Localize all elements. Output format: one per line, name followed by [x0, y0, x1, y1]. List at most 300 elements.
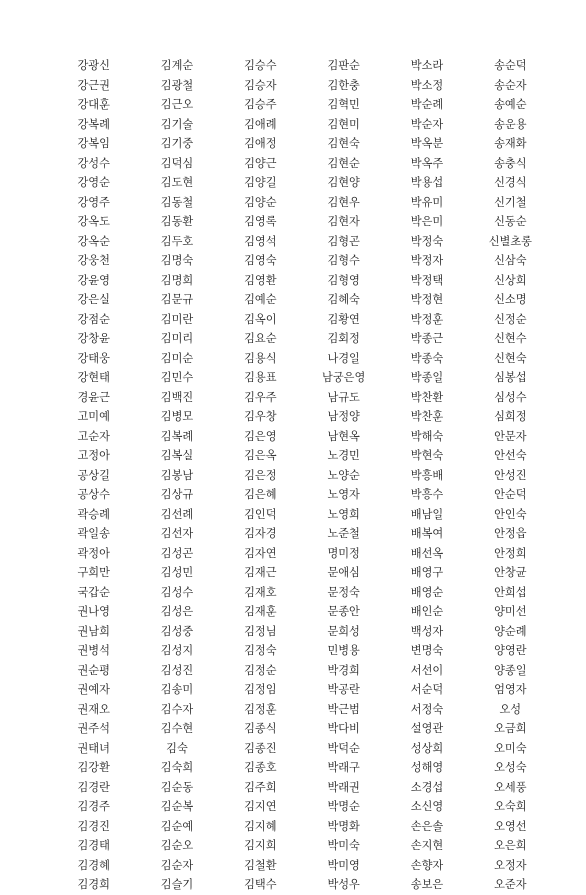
name-cell: 김재호 [244, 585, 277, 599]
name-cell: 박미영 [327, 858, 360, 872]
name-cell: 성상희 [410, 741, 444, 755]
name-cell: 김현미 [327, 117, 360, 131]
name-cell: 배영구 [410, 566, 444, 579]
name-row [52, 407, 552, 427]
name-cell: 신현숙 [494, 351, 527, 365]
name-cell: 김광철 [160, 78, 194, 92]
name-cell: 김경희 [77, 878, 110, 891]
name-cell: 문희성 [327, 624, 360, 638]
name-list-body [52, 56, 552, 895]
name-cell: 김자경 [244, 527, 277, 540]
name-cell: 김현순 [327, 156, 360, 170]
name-cell: 김성진 [160, 663, 194, 677]
name-cell: 오성 [499, 702, 522, 716]
name-cell: 권주석 [77, 722, 110, 735]
name-cell: 박찬환 [410, 390, 444, 404]
name-cell: 백성자 [410, 624, 444, 638]
name-cell: 김미순 [160, 351, 194, 365]
name-cell: 김경진 [77, 819, 110, 833]
name-cell: 노영자 [327, 488, 360, 501]
name-cell: 박래구 [327, 761, 360, 774]
name-row [52, 115, 552, 135]
name-cell: 김양길 [244, 176, 277, 189]
name-cell: 김민수 [160, 371, 194, 384]
name-cell: 박정택 [410, 273, 444, 287]
name-cell: 강대훈 [77, 98, 110, 111]
name-cell: 강웅천 [77, 254, 110, 267]
name-cell: 박종일 [410, 371, 444, 384]
name-cell: 박해숙 [410, 429, 444, 443]
name-cell: 노영희 [327, 507, 360, 521]
name-cell: 박경희 [327, 663, 360, 677]
name-cell: 김선자 [160, 527, 194, 540]
name-cell: 엄영자 [494, 683, 527, 696]
name-cell: 남규도 [327, 390, 360, 404]
name-cell: 김정숙 [244, 644, 277, 657]
name-cell: 김주희 [244, 780, 277, 794]
name-cell: 공상수 [77, 488, 110, 501]
name-cell: 김덕심 [160, 156, 194, 170]
name-cell: 김예순 [244, 293, 277, 306]
name-cell: 곽정아 [77, 546, 110, 560]
name-cell: 남궁은영 [322, 371, 366, 384]
name-cell: 설영관 [410, 722, 444, 735]
name-cell: 김판순 [327, 59, 360, 72]
name-row [52, 95, 552, 115]
name-cell: 노준철 [327, 527, 360, 540]
name-cell: 김기중 [160, 137, 194, 150]
name-row [52, 563, 552, 583]
name-cell: 강성수 [77, 156, 110, 170]
name-cell: 김영숙 [244, 254, 277, 267]
name-cell: 송재화 [494, 137, 527, 150]
name-cell: 김혜숙 [327, 293, 360, 306]
name-cell: 변명숙 [410, 644, 444, 657]
name-cell: 박옥분 [410, 137, 444, 150]
name-cell: 김지연 [244, 800, 277, 813]
name-row [52, 173, 552, 193]
name-cell: 강옥순 [77, 234, 110, 248]
name-cell: 양종일 [494, 663, 527, 677]
name-cell: 안문자 [494, 429, 527, 443]
name-row [52, 719, 552, 739]
name-cell: 김기술 [160, 117, 194, 131]
name-cell: 김애례 [244, 117, 277, 131]
name-cell: 김정순 [244, 663, 277, 677]
name-cell: 김승수 [244, 59, 277, 72]
name-cell: 배인순 [410, 605, 444, 618]
name-cell: 신상희 [494, 273, 527, 287]
name-cell: 송예순 [494, 98, 527, 111]
name-cell: 박찬훈 [410, 410, 444, 423]
name-row [52, 427, 552, 447]
name-cell: 남현옥 [327, 429, 360, 443]
name-row [52, 388, 552, 408]
name-cell: 권예자 [77, 683, 110, 696]
name-row [52, 700, 552, 720]
name-list-table [52, 56, 552, 895]
name-cell: 김정임 [244, 683, 277, 696]
name-cell: 남정양 [327, 410, 360, 423]
name-row [52, 583, 552, 603]
name-cell: 김복례 [160, 429, 194, 443]
name-cell: 김영환 [244, 273, 277, 287]
name-row [52, 329, 552, 349]
name-cell: 송운용 [494, 117, 527, 131]
name-cell: 강태웅 [77, 351, 110, 365]
name-row [52, 739, 552, 759]
name-cell: 경윤근 [77, 390, 110, 404]
name-cell: 박소라 [410, 59, 444, 72]
name-cell: 신삼숙 [494, 254, 527, 267]
name-cell: 소경섭 [410, 780, 444, 794]
name-cell: 신동순 [494, 215, 527, 228]
name-cell: 문종안 [327, 605, 360, 618]
name-cell: 강복례 [77, 117, 110, 131]
name-cell: 송순자 [494, 78, 527, 92]
name-cell: 김현자 [327, 215, 360, 228]
name-row [52, 193, 552, 213]
name-cell: 김문규 [160, 293, 194, 306]
name-cell: 김송미 [160, 683, 194, 696]
name-cell: 안선숙 [494, 449, 527, 462]
name-cell: 심성수 [494, 390, 527, 404]
name-cell: 권재오 [77, 702, 110, 716]
name-cell: 김양근 [244, 156, 277, 170]
name-cell: 김성지 [160, 644, 194, 657]
name-cell: 강현태 [77, 371, 110, 384]
name-cell: 신현수 [494, 332, 527, 345]
name-cell: 강영주 [77, 195, 110, 209]
name-cell: 김명숙 [160, 254, 194, 267]
name-cell: 박용섭 [410, 176, 444, 189]
name-cell: 김승주 [244, 98, 277, 111]
name-cell: 김영록 [244, 215, 277, 228]
name-cell: 안정읍 [494, 527, 527, 540]
name-cell: 김두호 [160, 234, 194, 248]
name-row [52, 836, 552, 856]
name-cell: 김숙희 [160, 761, 194, 774]
name-cell: 김성중 [160, 624, 194, 638]
name-cell: 오준자 [494, 878, 527, 891]
name-cell: 문애심 [327, 566, 360, 579]
name-row [52, 680, 552, 700]
name-row [52, 544, 552, 564]
name-cell: 김지희 [244, 839, 277, 852]
name-cell: 소신영 [410, 800, 444, 813]
name-row [52, 290, 552, 310]
name-cell: 박정숙 [410, 234, 444, 248]
name-cell: 안성진 [494, 468, 527, 482]
name-cell: 김경주 [77, 800, 110, 813]
name-cell: 김상규 [160, 488, 194, 501]
name-cell: 박근범 [327, 702, 360, 716]
name-cell: 김종식 [244, 722, 277, 735]
name-cell: 김순예 [160, 819, 194, 833]
name-cell: 배남일 [410, 507, 444, 521]
name-cell: 김정훈 [244, 702, 277, 716]
name-cell: 김영석 [244, 234, 277, 248]
name-cell: 김황연 [327, 312, 360, 326]
name-cell: 박성우 [327, 878, 360, 891]
name-cell: 김경란 [77, 780, 110, 794]
name-row [52, 505, 552, 525]
name-cell: 박현숙 [410, 449, 444, 462]
name-cell: 박순자 [410, 117, 444, 131]
name-cell: 김우창 [244, 410, 277, 423]
name-cell: 김미란 [160, 312, 194, 326]
name-cell: 배선옥 [410, 546, 444, 560]
name-cell: 송충식 [494, 156, 527, 170]
name-cell: 서정숙 [410, 702, 444, 716]
name-cell: 오영선 [494, 819, 527, 833]
name-cell: 김수현 [160, 722, 194, 735]
name-row [52, 446, 552, 466]
name-cell: 김계순 [160, 59, 194, 72]
name-row [52, 817, 552, 837]
name-cell: 김형수 [327, 254, 360, 267]
name-cell: 강근권 [77, 78, 110, 92]
name-cell: 신기철 [494, 195, 527, 209]
name-cell: 양순례 [494, 624, 527, 638]
name-cell: 박흥배 [410, 468, 444, 482]
name-cell: 김지혜 [244, 819, 277, 833]
name-row [52, 232, 552, 252]
name-cell: 박다비 [327, 722, 360, 735]
name-row [52, 466, 552, 486]
name-cell: 박래권 [327, 780, 360, 794]
name-row [52, 622, 552, 642]
name-cell: 권태녀 [77, 741, 110, 755]
name-cell: 곽일송 [77, 527, 110, 540]
name-cell: 김숙 [166, 741, 188, 755]
name-cell: 강점순 [77, 312, 110, 326]
name-cell: 김순자 [160, 858, 194, 872]
name-cell: 김한충 [327, 78, 360, 92]
name-cell: 김종호 [244, 761, 277, 774]
name-cell: 김종진 [244, 741, 277, 755]
name-cell: 고정아 [77, 449, 110, 462]
name-cell: 강영순 [77, 176, 110, 189]
name-cell: 서선이 [410, 663, 444, 677]
name-row [52, 758, 552, 778]
name-row [52, 76, 552, 96]
name-cell: 성해영 [410, 761, 444, 774]
name-cell: 김성은 [160, 605, 194, 618]
name-cell: 안인숙 [494, 507, 527, 521]
name-row [52, 134, 552, 154]
name-cell: 김순오 [160, 839, 194, 852]
name-cell: 김은옥 [244, 449, 277, 462]
name-cell: 김슬기 [160, 878, 194, 891]
name-cell: 김인덕 [244, 507, 277, 521]
name-row [52, 875, 552, 895]
name-row [52, 485, 552, 505]
name-cell: 김옥이 [244, 312, 277, 326]
name-cell: 노경민 [327, 449, 360, 462]
name-cell: 김현우 [327, 195, 360, 209]
name-cell: 민병용 [327, 644, 360, 657]
name-cell: 오성숙 [494, 761, 527, 774]
name-cell: 김백진 [160, 390, 194, 404]
name-cell: 김양순 [244, 195, 277, 209]
name-cell: 김재훈 [244, 605, 277, 618]
name-cell: 김자연 [244, 546, 277, 560]
name-cell: 권나영 [77, 605, 110, 618]
name-cell: 김형영 [327, 273, 360, 287]
name-cell: 김근오 [160, 98, 194, 111]
name-cell: 김미리 [160, 332, 194, 345]
name-row [52, 661, 552, 681]
name-row [52, 778, 552, 798]
name-cell: 권병석 [77, 644, 110, 657]
name-row [52, 602, 552, 622]
name-cell: 김혁민 [327, 98, 360, 111]
name-cell: 김복실 [160, 449, 194, 462]
name-cell: 공상길 [77, 468, 110, 482]
name-cell: 김경혜 [77, 858, 110, 872]
name-cell: 박정훈 [410, 312, 444, 326]
name-cell: 김회정 [327, 332, 360, 345]
name-cell: 김순동 [160, 780, 194, 794]
name-cell: 강복임 [77, 137, 110, 150]
name-cell: 송보은 [410, 878, 444, 891]
name-cell: 김봉남 [160, 468, 194, 482]
name-cell: 심봉섭 [494, 371, 527, 384]
name-cell: 강은실 [77, 293, 110, 306]
name-cell: 김요순 [244, 332, 277, 345]
name-cell: 박덕순 [327, 741, 360, 755]
name-cell: 김명희 [160, 273, 194, 287]
name-cell: 신정순 [494, 312, 527, 326]
name-cell: 강창윤 [77, 332, 110, 345]
name-cell: 박종숙 [410, 351, 444, 365]
name-cell: 오정자 [494, 858, 527, 872]
name-cell: 김용식 [244, 351, 277, 365]
name-cell: 김형곤 [327, 234, 360, 248]
name-cell: 양영란 [494, 644, 527, 657]
name-cell: 김성수 [160, 585, 194, 599]
name-cell: 김철환 [244, 858, 277, 872]
name-cell: 김동철 [160, 195, 194, 209]
name-cell: 김택수 [244, 878, 277, 891]
name-cell: 안희섭 [494, 585, 527, 599]
name-cell: 노양순 [327, 468, 360, 482]
name-cell: 박명순 [327, 800, 360, 813]
name-cell: 김선례 [160, 507, 194, 521]
name-cell: 박미숙 [327, 839, 360, 852]
name-row [52, 797, 552, 817]
name-cell: 박명화 [327, 819, 360, 833]
name-cell: 배영순 [410, 585, 444, 599]
name-cell: 김도현 [160, 176, 194, 189]
name-cell: 오숙희 [494, 800, 527, 813]
name-cell: 나경일 [327, 351, 360, 365]
name-cell: 박정현 [410, 293, 444, 306]
name-cell: 명미정 [327, 546, 360, 560]
name-row [52, 154, 552, 174]
name-cell: 신별초롱 [488, 234, 532, 248]
name-cell: 배복여 [410, 527, 444, 540]
name-cell: 고미예 [77, 410, 110, 423]
name-cell: 오은희 [494, 839, 527, 852]
name-cell: 박옥주 [410, 156, 444, 170]
name-row [52, 368, 552, 388]
name-cell: 박순례 [410, 98, 444, 111]
name-cell: 김은영 [244, 429, 277, 443]
name-cell: 김용표 [244, 371, 277, 384]
name-cell: 김강환 [77, 761, 110, 774]
name-row [52, 271, 552, 291]
name-cell: 신경식 [494, 176, 527, 189]
name-cell: 송순덕 [494, 59, 527, 72]
name-cell: 오미숙 [494, 741, 527, 755]
name-cell: 고순자 [77, 429, 110, 443]
name-cell: 박흥수 [410, 488, 444, 501]
name-cell: 손지현 [410, 839, 444, 852]
name-cell: 김승자 [244, 78, 277, 92]
name-cell: 김병모 [160, 410, 194, 423]
name-cell: 강옥도 [77, 215, 110, 228]
name-cell: 문정숙 [327, 585, 360, 599]
name-row [52, 524, 552, 544]
name-cell: 국갑순 [77, 585, 110, 599]
name-cell: 김동환 [160, 215, 194, 228]
name-cell: 박유미 [410, 195, 444, 209]
name-cell: 곽승례 [77, 507, 110, 521]
name-cell: 김재근 [244, 566, 277, 579]
name-cell: 박정자 [410, 254, 444, 267]
name-row [52, 310, 552, 330]
name-cell: 강윤영 [77, 273, 110, 287]
name-cell: 권순평 [77, 663, 110, 677]
name-cell: 안창균 [494, 566, 527, 579]
name-cell: 김정님 [244, 624, 277, 638]
name-cell: 권남희 [77, 624, 110, 638]
name-cell: 김우주 [244, 390, 277, 404]
name-cell: 강광신 [77, 59, 110, 72]
name-row [52, 856, 552, 876]
name-cell: 박소정 [410, 78, 444, 92]
name-cell: 양미선 [494, 605, 527, 618]
name-cell: 김현양 [327, 176, 360, 189]
name-row [52, 56, 552, 76]
name-cell: 오세풍 [494, 780, 527, 794]
name-cell: 김성민 [160, 566, 194, 579]
name-cell: 오금희 [494, 722, 527, 735]
name-cell: 김성곤 [160, 546, 194, 560]
name-cell: 김현숙 [327, 137, 360, 150]
name-cell: 구희만 [77, 566, 110, 579]
name-cell: 김순복 [160, 800, 194, 813]
name-cell: 심희정 [494, 410, 527, 423]
name-cell: 박은미 [410, 215, 444, 228]
name-cell: 박종근 [410, 332, 444, 345]
name-cell: 박공란 [327, 683, 360, 696]
name-cell: 안순덕 [494, 488, 527, 501]
name-cell: 김은정 [244, 468, 277, 482]
name-row [52, 641, 552, 661]
name-cell: 손은솔 [410, 819, 444, 833]
name-row [52, 349, 552, 369]
name-cell: 김애정 [244, 137, 277, 150]
name-cell: 안정희 [494, 546, 527, 560]
name-cell: 신소명 [494, 293, 527, 306]
name-cell: 서순덕 [410, 683, 444, 696]
name-cell: 김수자 [160, 702, 194, 716]
name-cell: 김경태 [77, 839, 110, 852]
name-row [52, 212, 552, 232]
